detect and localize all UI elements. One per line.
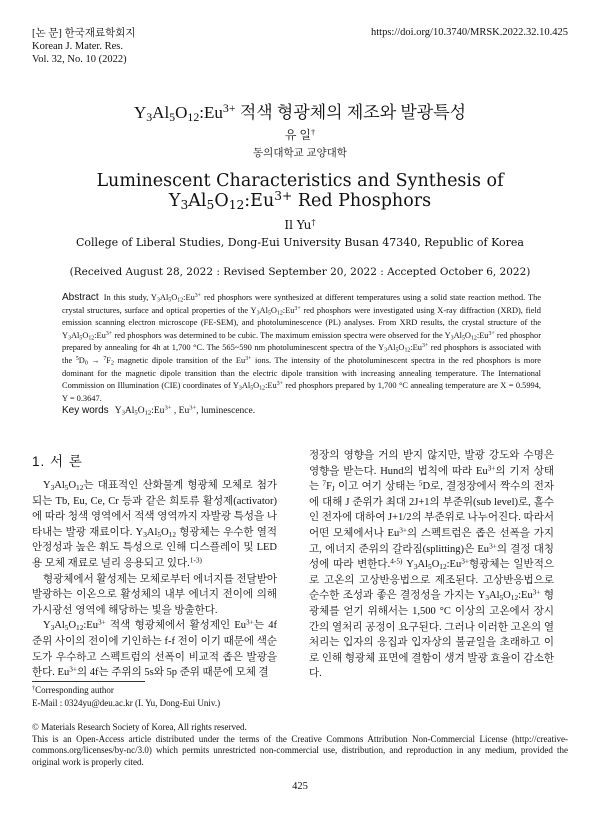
title-english: Luminescent Characteristics and Synthesis of $Y_3Al_5O_{12}:Eu^{3+}$ Red Phosphors (96, 171, 504, 213)
journal-name-ko: [논 문] 한국재료학회지 (32, 28, 136, 39)
paragraph: 형광체에서 활성제는 모체로부터 에너지를 전달받아 발광하는 이온으로 활성체의 내부 에너지 전이에 의해 가시광선 영역에 해당하는 빛을 방출한다. (32, 573, 277, 616)
body-column-right (309, 448, 554, 682)
doi-link[interactable]: https://doi.org/10.3740/MRSK.2022.32.10.425 (371, 27, 568, 38)
footnote-divider (32, 681, 145, 682)
corresponding-author-email: E-Mail : 0324yu@deu.ac.kr (I. Yu, Dong-Eui Univ.) (32, 697, 221, 708)
license-block (32, 722, 568, 768)
body-column-left (32, 478, 277, 681)
title-korean: $Y_3Al_5O_{12}:Eu^{3+}$ 적색 형광체의 제조와 발광특성 (133, 101, 467, 124)
journal-name-en: Korean J. Mater. Res. (32, 41, 123, 52)
journal-header (32, 27, 136, 66)
paragraph: $Y_3Al_5O_{12}:Eu^{3+}$ 적색 형광체에서 활성제인 $Eu^{3+}$는 4f 준위 사이의 전이에 기인하는 f-f 전이 이기 때문에 색순도가 우수하고 스펙트럼의 선폭이 비교적 좁은 발광을 한다. $Eu^{3+}$의 4f는 주위의 5s와 5p 준위 때문에 모체 결 (32, 617, 277, 679)
keywords: Key words $Y_3Al_5O_{12}:Eu^{3+}$ , $Eu^{3+}$, luminescence. (62, 404, 256, 417)
affiliation-korean: 동의대학교 교양대학 (253, 148, 347, 159)
volume-info: Vol. 32, No. 10 (2022) (32, 54, 127, 65)
license-text: This is an Open-Access article distributed under the terms of the Creative Commons Attribution Non-Commercial License (http://creative-commons.org/licenses/by-nc/3.0) which permits unrestricted non-commercial use, distribution, and reproduction in any medium, provided the original work is properly cited. (32, 733, 568, 767)
abstract: Abstract In this study, $Y_3Al_5O_{12}:Eu^{3+}$ red phosphors were synthesized at different temperatures using a solid state reaction method. The crystal structures, surface and optical properties of the $Y_3Al_5O_{12}:Eu^{3+}$ red phosphors were investigated using X-ray diffraction (XRD), field emission scanning electron microscope (FE-SEM), and photoluminescence (PL) analyses. From XRD results, the crystal structure of the $Y_3Al_5O_{12}:Eu^{3+}$ red phosphors was determined to be cubic. The maximum emission spectra were observed for the $Y_3Al_5O_{12}:Eu^{3+}$ red phosphor prepared by annealing for 4h at 1,700 °C. The 565~590 nm photoluminescent spectra of the $Y_3Al_5O_{12}:Eu^{3+}$ red phosphors is associated with the $^5D_0 \to ^7F_2$ magnetic dipole transition of the $Eu^{3+}$ ions. The intensity of the photoluminescent spectra in the red phosphors is more dominant for the magnetic dipole transition than the electric dipole transition with increasing annealing temperature. The International Commission on Illumination (CIE) coordinates of $Y_3Al_5O_{12}:Eu^{3+}$ red phosphors prepared by 1,700 °C annealing temperature are X = 0.5994, Y = 0.3647. (62, 292, 542, 403)
author-english: Il Yu† (284, 216, 316, 232)
received-dates: (Received August 28, 2022 : Revised September 20, 2022 : Accepted October 6, 2022) (69, 266, 531, 278)
author-korean: 유 일† (284, 127, 316, 142)
copyright-line: © Materials Research Society of Korea, All rights reserved. (32, 722, 247, 732)
paragraph: $Y_3Al_5O_{12}$는 대표적인 산화물계 형광체 모체로 첨가되는 Tb, Eu, Ce, Cr 등과 같은 희토류 활성제(activator)에 따라 청색 영역에서 적색 영역까지 자발광 특성을 나타내는 발광 재료이다. $Y_3Al_5O_{12}$ 형광체는 우수한 열적 안정성과 높은 휘도 특성으로 인해 디스플레이 및 LED용 모체 재료로 널리 응용되고 있다.$^{1-3)}$ (32, 480, 277, 569)
footnote: †Corresponding author E-Mail : 0324yu@deu.ac.kr (I. Yu, Dong-Eui Univ.) (32, 684, 221, 708)
paragraph: 정장의 영향을 거의 받지 않지만, 발광 강도와 수명은 영향을 받는다. Hund의 법칙에 따라 $Eu^{3+}$의 기저 상태는 $^7F_J$ 이고 여기 상태는 $^5$D로, 결정장에서 짝수의 전자에 대해 J 준위가 최대 2J+1의 부준위(sub level)로, 홀수인 전자에 대하여 J+1/2의 부준위로 나누어진다. 따라서 어떤 모체에서나 $Eu^{3+}$의 스펙트럼은 좁은 선폭을 가지고, 에너지 준위의 갈라짐(splitting)은 $Eu^{3+}$의 결정 대칭성에 따라 변한다.$^{4-5)}$ $Y_3Al_5O_{12}:Eu^{3+}$형광체는 일반적으로 고온의 고상반응법으로 제조된다. 고상반응법으로 순수한 조성과 좋은 결정성을 가지는 $Y_3Al_5O_{12}:Eu^{3+}$ 형광체를 얻기 위해서는 1,500 °C 이상의 고온에서 장시간의 열처리 공정이 요구된다. 그러나 이러한 고온의 열처리는 입자의 응집과 입자상의 불균일을 초래하고 이로 인해 형광체 표면에 결함이 생겨 발광 효율이 감소한다. (309, 450, 554, 680)
corresponding-author-label: Corresponding author (35, 685, 114, 695)
page-number: 425 (292, 781, 308, 792)
affiliation-english: College of Liberal Studies, Dong-Eui University Busan 47340, Republic of Korea (76, 236, 524, 249)
section-heading-introduction: 1. 서 론 (32, 454, 83, 469)
keywords-label: Key words (62, 405, 109, 416)
abstract-label: Abstract (62, 292, 99, 303)
